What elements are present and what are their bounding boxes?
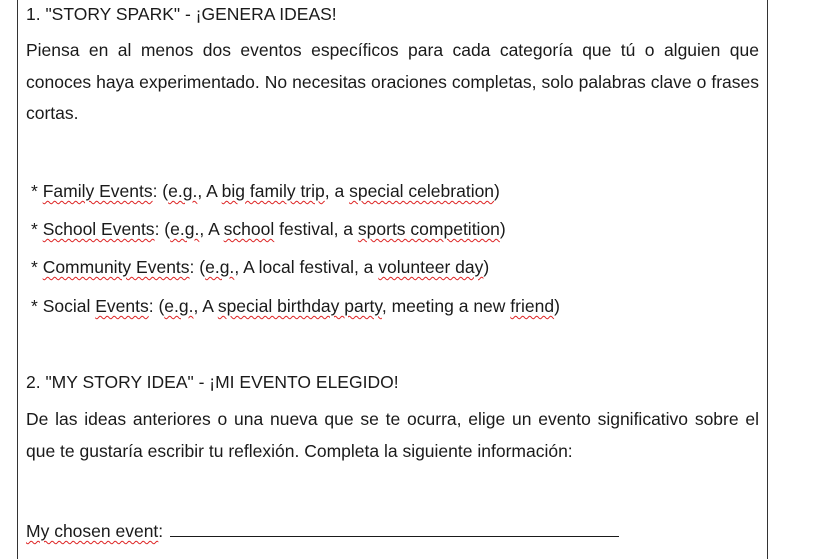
bullet-star: * xyxy=(31,257,43,277)
bullet-text: e.g. xyxy=(168,181,198,201)
bullet-text: friend xyxy=(510,296,555,316)
chosen-event-colon: : xyxy=(158,521,169,541)
bullet-star: * xyxy=(31,181,43,201)
bullet-text: , A xyxy=(199,219,224,239)
bullet-text: festival, a xyxy=(274,219,358,239)
bullet-term: Social xyxy=(42,296,96,316)
bullet-text: : ( xyxy=(152,181,169,201)
bullet-text: special birthday party xyxy=(217,296,382,316)
bullet-text: big family trip xyxy=(221,181,325,201)
bullet-term: Community Events xyxy=(42,257,190,277)
bullet-text: , meeting a new xyxy=(381,296,511,316)
bullet-text: e.g. xyxy=(170,219,200,239)
page-border-right xyxy=(767,0,768,559)
section1-heading: 1. "STORY SPARK" - ¡GENERA IDEAS! xyxy=(26,4,337,24)
bullet-text: : ( xyxy=(189,257,206,277)
bullet-text: e.g. xyxy=(164,296,194,316)
bullet-text: : ( xyxy=(154,219,171,239)
section2-heading: 2. "MY STORY IDEA" - ¡MI EVENTO ELEGIDO! xyxy=(26,372,399,392)
section2-intro-line-2: que te gustaría escribir tu reflexión. Completa la siguiente información: xyxy=(26,440,573,461)
bullet-text: ) xyxy=(494,181,500,201)
bullet-text: ) xyxy=(554,296,560,316)
bullet-star: * xyxy=(31,219,43,239)
bullet-text: , a xyxy=(324,181,350,201)
bullet-family-events xyxy=(31,181,500,202)
bullet-text: , A local festival, a xyxy=(234,257,379,277)
bullet-text: school xyxy=(223,219,275,239)
bullet-term: Family Events xyxy=(42,181,153,201)
section1-intro-line-3: frases cortas. xyxy=(26,71,759,123)
bullet-text: sports competition xyxy=(357,219,500,239)
section2-intro-line-1: De las ideas anteriores o una nueva que se te ocurra, elige un evento significativo sobre el xyxy=(26,409,759,429)
bullet-text: , A xyxy=(193,296,218,316)
bullet-text: : ( xyxy=(148,296,165,316)
bullet-text: ) xyxy=(483,257,490,277)
bullet-star: * xyxy=(31,296,43,316)
section2-intro xyxy=(26,404,759,467)
bullet-text: ) xyxy=(499,219,506,239)
section1-intro-line-2: conoces haya experimentado. No necesitas oraciones completas, solo palabras clave o xyxy=(26,71,707,92)
section1-intro xyxy=(26,35,759,130)
bullet-text: e.g. xyxy=(205,257,235,277)
bullet-social-events xyxy=(31,296,560,317)
section1-intro-line-1: Piensa en al menos dos eventos específicos para cada categoría que tú o alguien que xyxy=(26,40,759,60)
bullet-text: special celebration xyxy=(349,181,495,201)
bullet-text: volunteer day xyxy=(378,257,484,277)
bullet-school-events xyxy=(31,219,506,240)
chosen-event-row xyxy=(26,518,619,542)
chosen-event-label: My chosen event xyxy=(26,521,159,541)
chosen-event-blank-line[interactable] xyxy=(170,518,619,537)
bullet-text: Events xyxy=(95,296,149,316)
bullet-term: School Events xyxy=(42,219,155,239)
bullet-text: , A xyxy=(197,181,222,201)
bullet-community-events xyxy=(31,257,489,278)
page-border-left xyxy=(17,0,18,559)
